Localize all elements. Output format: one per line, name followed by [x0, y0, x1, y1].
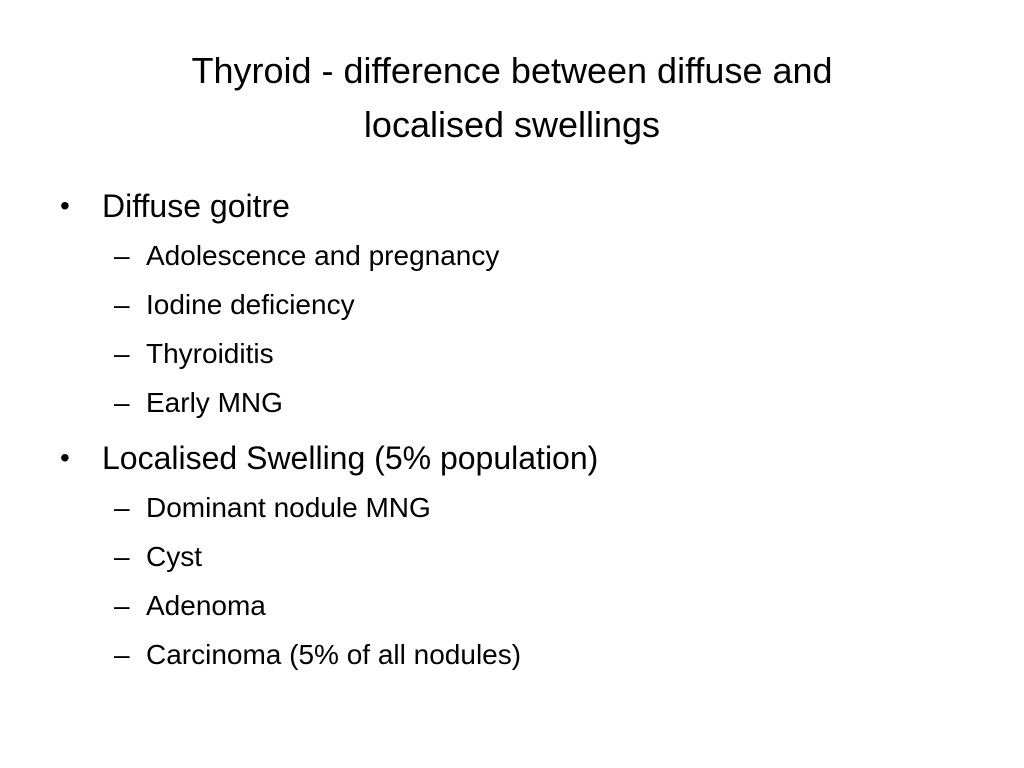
- sub-bullet: [58, 488, 958, 528]
- sub-bullet-text: Carcinoma (5% of all nodules): [146, 639, 522, 670]
- sub-bullet-text: Adolescence and pregnancy: [146, 240, 500, 271]
- slide-title: [100, 44, 924, 152]
- dash-icon: –: [114, 541, 130, 572]
- sub-bullet: [58, 635, 958, 675]
- sub-bullet: [58, 537, 958, 577]
- sub-bullet: [58, 236, 958, 276]
- dash-icon: –: [114, 387, 130, 418]
- slide-title-line-2: localised swellings: [363, 104, 661, 145]
- dash-icon: –: [114, 639, 130, 670]
- dash-icon: –: [114, 492, 130, 523]
- bullet-icon: •: [60, 442, 70, 473]
- sub-bullet-text: Dominant nodule MNG: [146, 492, 431, 523]
- sub-bullet-text: Iodine deficiency: [146, 289, 355, 320]
- sub-bullet: [58, 586, 958, 626]
- slide-body: [58, 184, 958, 684]
- dash-icon: –: [114, 289, 130, 320]
- sub-bullet: [58, 285, 958, 325]
- sub-bullet: [58, 334, 958, 374]
- dash-icon: –: [114, 240, 130, 271]
- bullet-localised-swelling: [58, 436, 958, 480]
- dash-icon: –: [114, 338, 130, 369]
- sub-bullet-text: Adenoma: [146, 590, 266, 621]
- sub-bullet: [58, 383, 958, 423]
- sub-bullet-text: Cyst: [146, 541, 202, 572]
- bullet-diffuse-goitre: [58, 184, 958, 228]
- sub-bullet-text: Early MNG: [146, 387, 283, 418]
- bullet-text: Diffuse goitre: [102, 188, 290, 224]
- dash-icon: –: [114, 590, 130, 621]
- slide-title-line-1: Thyroid - difference between diffuse and: [191, 50, 833, 91]
- bullet-text: Localised Swelling (5% population): [102, 440, 599, 476]
- bullet-icon: •: [60, 190, 70, 221]
- sub-bullet-text: Thyroiditis: [146, 338, 274, 369]
